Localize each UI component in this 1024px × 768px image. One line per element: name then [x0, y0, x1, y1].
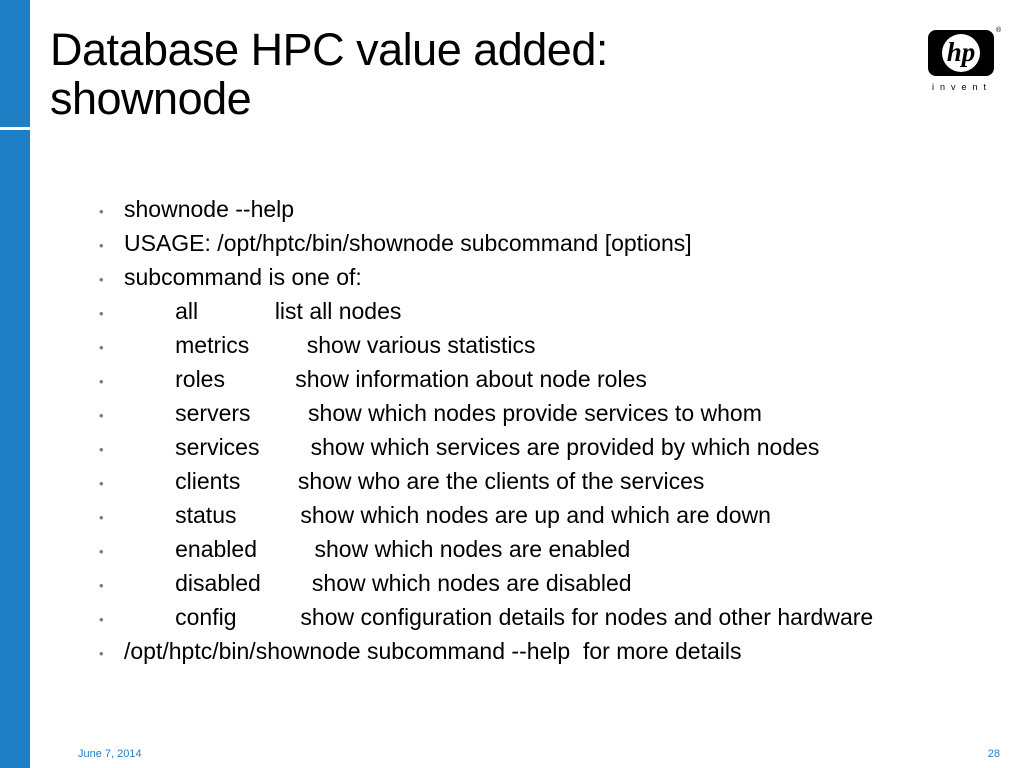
- bullet-item: • metrics show various statistics: [96, 334, 896, 357]
- side-bar-divider: [0, 127, 30, 130]
- bullet-item: • clients show who are the clients of the services: [96, 470, 896, 493]
- bullet-item: • USAGE: /opt/hptc/bin/shownode subcommand [options]: [96, 232, 896, 255]
- bullet-item: • enabled show which nodes are enabled: [96, 538, 896, 561]
- hp-logo-box: [928, 30, 994, 76]
- footer-date: June 7, 2014: [78, 748, 142, 760]
- bullet-item: • config show configuration details for nodes and other hardware: [96, 606, 896, 629]
- hp-logo-tagline: invent: [932, 82, 993, 92]
- bullet-item: • status show which nodes are up and which are down: [96, 504, 896, 527]
- bullet-item: • disabled show which nodes are disabled: [96, 572, 896, 595]
- side-accent-bar: [0, 0, 30, 768]
- bullet-item: • /opt/hptc/bin/shownode subcommand --help for more details: [96, 640, 896, 663]
- slide-title: Database HPC value added: shownode: [50, 24, 608, 124]
- hp-logo-mark: hp: [946, 37, 976, 67]
- page-number: 28: [987, 748, 1000, 760]
- bullet-item: • all list all nodes: [96, 300, 896, 323]
- bullet-item: • roles show information about node roles: [96, 368, 896, 391]
- bullet-list: [96, 198, 896, 674]
- bullet-item: • services show which services are provided by which nodes: [96, 436, 896, 459]
- bullet-item: • servers show which nodes provide services to whom: [96, 402, 896, 425]
- bullet-item: • shownode --help: [96, 198, 896, 221]
- bullet-item: • subcommand is one of:: [96, 266, 896, 289]
- hp-logo: [918, 24, 1004, 96]
- registered-mark: ®: [996, 27, 1002, 34]
